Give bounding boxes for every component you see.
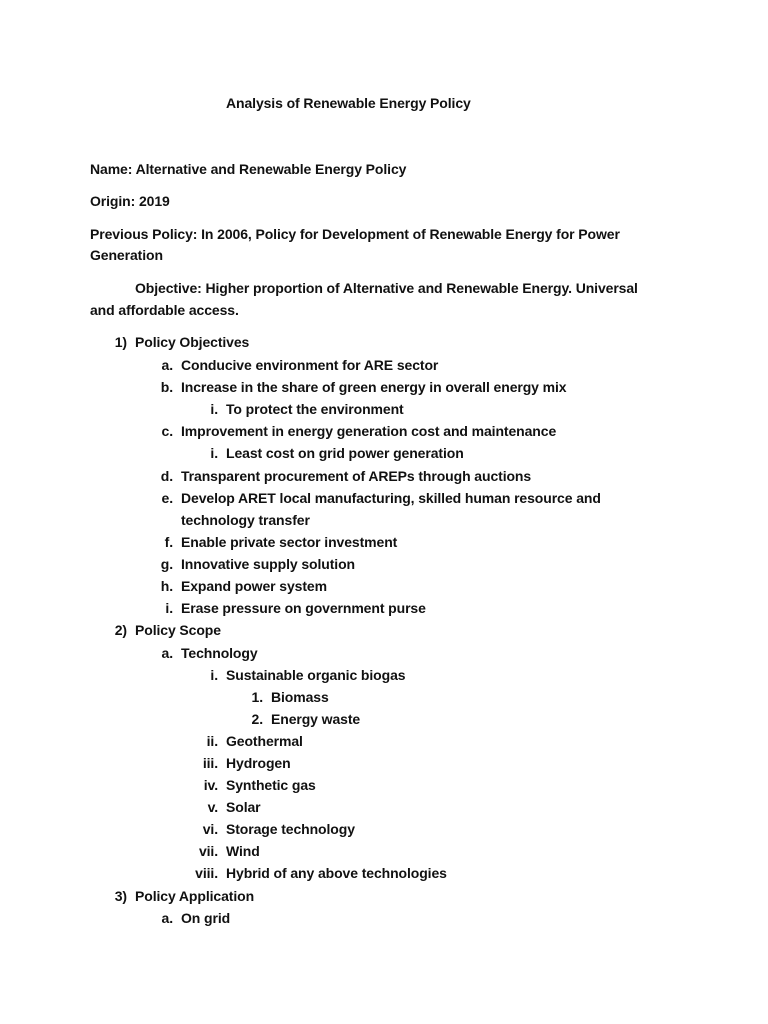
list-marker: 2. (251, 711, 263, 727)
list-item-text: Enable private sector investment (181, 534, 398, 550)
list-marker: viii. (195, 865, 218, 881)
list-item-text: Sustainable organic biogas (226, 667, 406, 683)
list-item-text: To protect the environment (226, 401, 404, 417)
list-item-text: Solar (226, 799, 261, 815)
list-marker: 3) (114, 888, 127, 904)
list-marker: v. (207, 799, 218, 815)
list-marker: a. (161, 357, 173, 373)
list-item-text: Hybrid of any above technologies (226, 865, 447, 881)
list-marker: d. (160, 468, 173, 484)
document-title: Analysis of Renewable Energy Policy (226, 95, 471, 111)
previous-policy-line: Previous Policy: In 2006, Policy for Development of Renewable Energy for Power (90, 226, 620, 242)
list-marker: 1. (251, 689, 263, 705)
list-item-text: Improvement in energy generation cost and maintenance (181, 423, 557, 439)
list-item-text: Wind (226, 843, 260, 859)
list-marker: ii. (206, 733, 218, 749)
list-item-text: Technology (181, 645, 258, 661)
list-marker: iv. (203, 777, 218, 793)
list-item-text: Storage technology (226, 821, 355, 837)
list-item-text: Expand power system (181, 578, 327, 594)
list-item-text: On grid (181, 910, 231, 926)
list-item-text: Biomass (271, 689, 329, 705)
list-item-text: Geothermal (226, 733, 303, 749)
list-marker: 2) (114, 622, 127, 638)
objective-line: Objective: Higher proportion of Alternative and Renewable Energy. Universal (135, 280, 638, 296)
list-item-text: Energy waste (271, 711, 361, 727)
list-marker: i. (165, 600, 173, 616)
list-marker: vii. (198, 843, 218, 859)
section-heading: Policy Objectives (135, 334, 250, 350)
list-marker: e. (161, 490, 173, 506)
list-item-text: technology transfer (181, 512, 310, 528)
list-item-text: Innovative supply solution (181, 556, 355, 572)
list-item-text: Least cost on grid power generation (226, 445, 464, 461)
previous-policy-line-continued: Generation (90, 247, 163, 263)
list-item-text: Erase pressure on government purse (181, 600, 426, 616)
list-item-text: Increase in the share of green energy in overall energy mix (181, 379, 567, 395)
list-marker: b. (160, 379, 173, 395)
list-item-text: Transparent procurement of AREPs through auctions (181, 468, 532, 484)
list-marker: a. (161, 910, 173, 926)
list-marker: 1) (114, 334, 127, 350)
list-marker: h. (160, 578, 173, 594)
list-marker: i. (210, 401, 218, 417)
objective-line-continued: and affordable access. (90, 302, 239, 318)
name-line: Name: Alternative and Renewable Energy Policy (90, 161, 407, 177)
list-marker: iii. (202, 755, 218, 771)
section-heading: Policy Application (135, 888, 255, 904)
list-marker: f. (164, 534, 173, 550)
origin-line: Origin: 2019 (90, 193, 170, 209)
section-heading: Policy Scope (135, 622, 221, 638)
list-marker: g. (160, 556, 173, 572)
list-marker: vi. (202, 821, 218, 837)
list-item-text: Hydrogen (226, 755, 291, 771)
list-marker: c. (161, 423, 173, 439)
list-marker: a. (161, 645, 173, 661)
list-item-text: Develop ARET local manufacturing, skilled human resource and (181, 490, 601, 506)
list-marker: i. (210, 667, 218, 683)
list-item-text: Synthetic gas (226, 777, 316, 793)
list-marker: i. (210, 445, 218, 461)
list-item-text: Conducive environment for ARE sector (181, 357, 439, 373)
